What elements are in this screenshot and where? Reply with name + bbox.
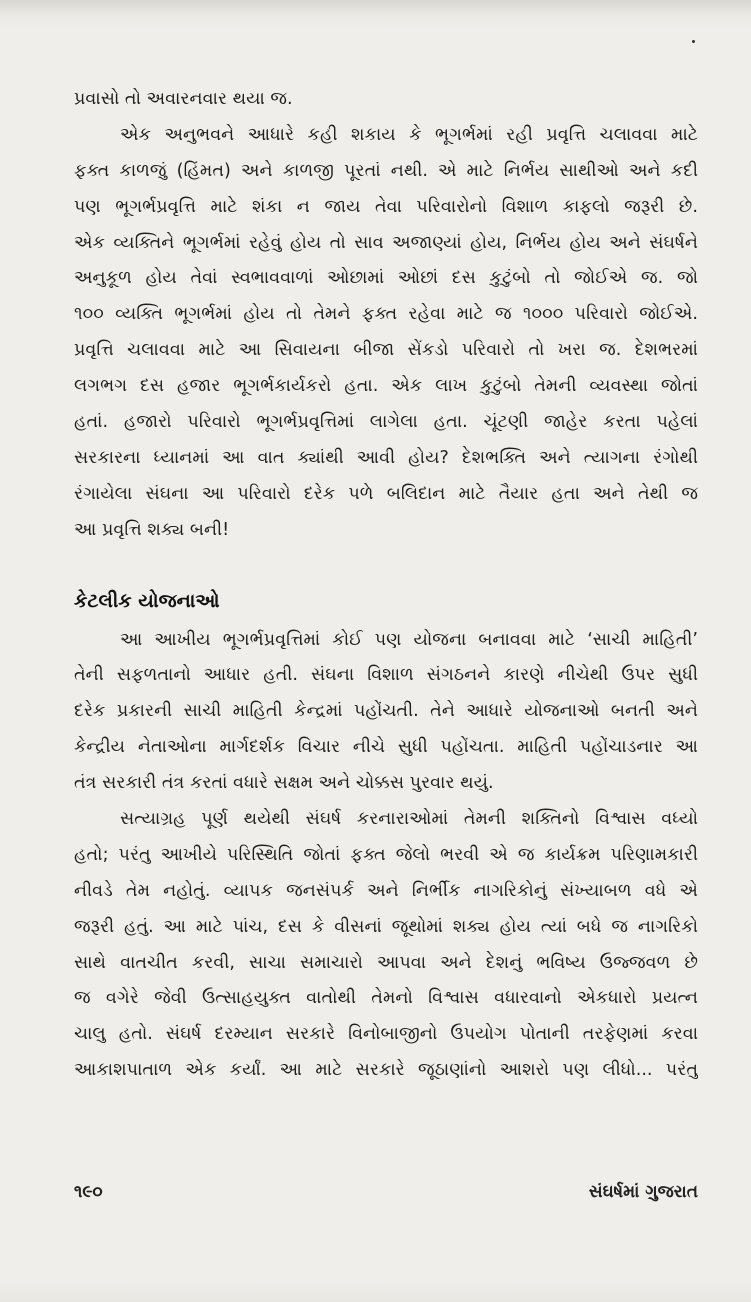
text-line: પ્રવૃત્તિ ચલાવવા માટે આ સિવાયના બીજા સેંકડો પરિવારો તો ખરા જ. દેશભરમાં bbox=[74, 340, 698, 361]
text-line: તંત્ર સરકારી તંત્ર કરતાં વધારે સક્ષમ અને ચોક્કસ પુરવાર થયું. bbox=[74, 773, 494, 794]
paragraphs-after-heading bbox=[74, 623, 698, 1090]
text-line: સત્યાગ્રહ પૂર્ણ થયેથી સંઘર્ષ કરનારાઓમાં તેમની શક્તિનો વિશ્વાસ વધ્યો bbox=[120, 809, 698, 830]
body-text bbox=[74, 82, 698, 1089]
text-line: હતાં. હજારો પરિવારો ભૂગર્ભપ્રવૃત્તિમાં લાગેલા હતા. ચૂંટણી જાહેર કરતા પહેલાં bbox=[74, 412, 698, 433]
text-line: અનુકૂળ હોય તેવાં સ્વભાવવાળાં ઓછામાં ઓછાં દસ કુટુંબો તો જોઈએ જ. જો bbox=[74, 268, 698, 289]
text-line: આકાશપાતાળ એક કર્યાં. આ માટે સરકારે જૂઠાણાંનો આશરો પણ લીધો... પરંતુ bbox=[74, 1060, 698, 1081]
ink-dot bbox=[692, 40, 695, 43]
text-line: આ આખીય ભૂગર્ભપ્રવૃત્તિમાં કોઈ પણ યોજના બનાવવા માટે ‘સાચી માહિતી’ bbox=[120, 629, 698, 650]
text-line: જ વગેરે જેવી ઉત્સાહયુક્ત વાતોથી તેમનો વિશ્વાસ વધારવાનો એકધારો પ્રયત્ન bbox=[74, 988, 698, 1009]
text-line: લગભગ દસ હજાર ભૂગર્ભકાર્યકરો હતા. એક લાખ કુટુંબો તેમની વ્યવસ્થા જોતાં bbox=[74, 376, 698, 397]
paragraphs-before-heading bbox=[74, 82, 698, 549]
page-number: ૧૯૦ bbox=[74, 1182, 103, 1202]
text-line: રંગાયેલા સંઘના આ પરિવારો દરેક પળે બલિદાન માટે તૈયાર હતા અને તેથી જ bbox=[74, 483, 698, 504]
text-line: એક અનુભવને આધારે કહી શકાય કે ભૂગર્ભમાં રહી પ્રવૃત્તિ ચલાવવા માટે bbox=[120, 124, 698, 145]
text-line: સરકારના ધ્યાનમાં આ વાત ક્યાંથી આવી હોય? દેશભક્તિ અને ત્યાગના રંગોથી bbox=[74, 447, 698, 468]
text-line: સાથે વાતચીત કરવી, સાચા સમાચારો આપવા અને દેશનું ભવિષ્ય ઉજ્જવળ છે bbox=[74, 952, 698, 973]
text-line: જરૂરી હતું. આ માટે પાંચ, દસ કે વીસનાં જૂથોમાં શક્ય હોય ત્યાં બધે જ નાગરિકો bbox=[74, 916, 698, 937]
text-line: આ પ્રવૃત્તિ શક્ય બની! bbox=[74, 519, 230, 540]
text-line: દરેક પ્રકારની સાચી માહિતી કેન્દ્રમાં પહોંચતી. તેને આધારે યોજનાઓ બનતી અને bbox=[74, 701, 698, 722]
text-line: હતો; પરંતુ આખીયે પરિસ્થિતિ જોતાં ફક્ત જેલો ભરવી એ જ કાર્યક્રમ પરિણામકારી bbox=[74, 844, 698, 865]
text-line: ૧૦૦ વ્યક્તિ ભૂગર્ભમાં હોય તો તેમને ફક્ત રહેવા માટે જ ૧૦૦૦ પરિવારો જોઈએ. bbox=[74, 304, 698, 325]
section-heading: કેટલીક યોજનાઓ bbox=[74, 589, 220, 612]
running-footer-title: સંઘર્ષમાં ગુજરાત bbox=[588, 1182, 698, 1202]
text-line: ચાલુ હતો. સંઘર્ષ દરમ્યાન સરકારે વિનોબાજીનો ઉપયોગ પોતાની તરફેણમાં કરવા bbox=[74, 1024, 698, 1045]
text-line: પ્રવાસો તો અવારનવાર થયા જ. bbox=[74, 89, 293, 109]
text-line: તેની સફળતાનો આધાર હતી. સંઘના વિશાળ સંગઠનને કારણે નીચેથી ઉપર સુધી bbox=[74, 665, 698, 686]
page-top-edge bbox=[0, 0, 751, 18]
text-line: નીવડે તેમ નહોતું. વ્યાપક જનસંપર્ક અને નિર્ભીક નાગરિકોનું સંખ્યાબળ વધે એ bbox=[74, 880, 698, 901]
text-line: ફક્ત કાળજું (હિંમત) અને કાળજી પૂરતાં નથી. એ માટે નિર્ભય સાથીઓ અને કદી bbox=[74, 160, 698, 181]
text-line: પણ ભૂગર્ભપ્રવૃત્તિ માટે શંકા ન જાય તેવા પરિવારોનો વિશાળ કાફલો જરૂરી છે. bbox=[74, 196, 698, 217]
text-line: એક વ્યક્તિને ભૂગર્ભમાં રહેવું હોય તો સાવ અજાણ્યાં હોય, નિર્ભય હોય અને સંઘર્ષને bbox=[74, 232, 698, 253]
text-line: કેન્દ્રીય નેતાઓના માર્ગદર્શક વિચાર નીચે સુધી પહોંચતા. માહિતી પહોંચાડનાર આ bbox=[74, 737, 698, 758]
